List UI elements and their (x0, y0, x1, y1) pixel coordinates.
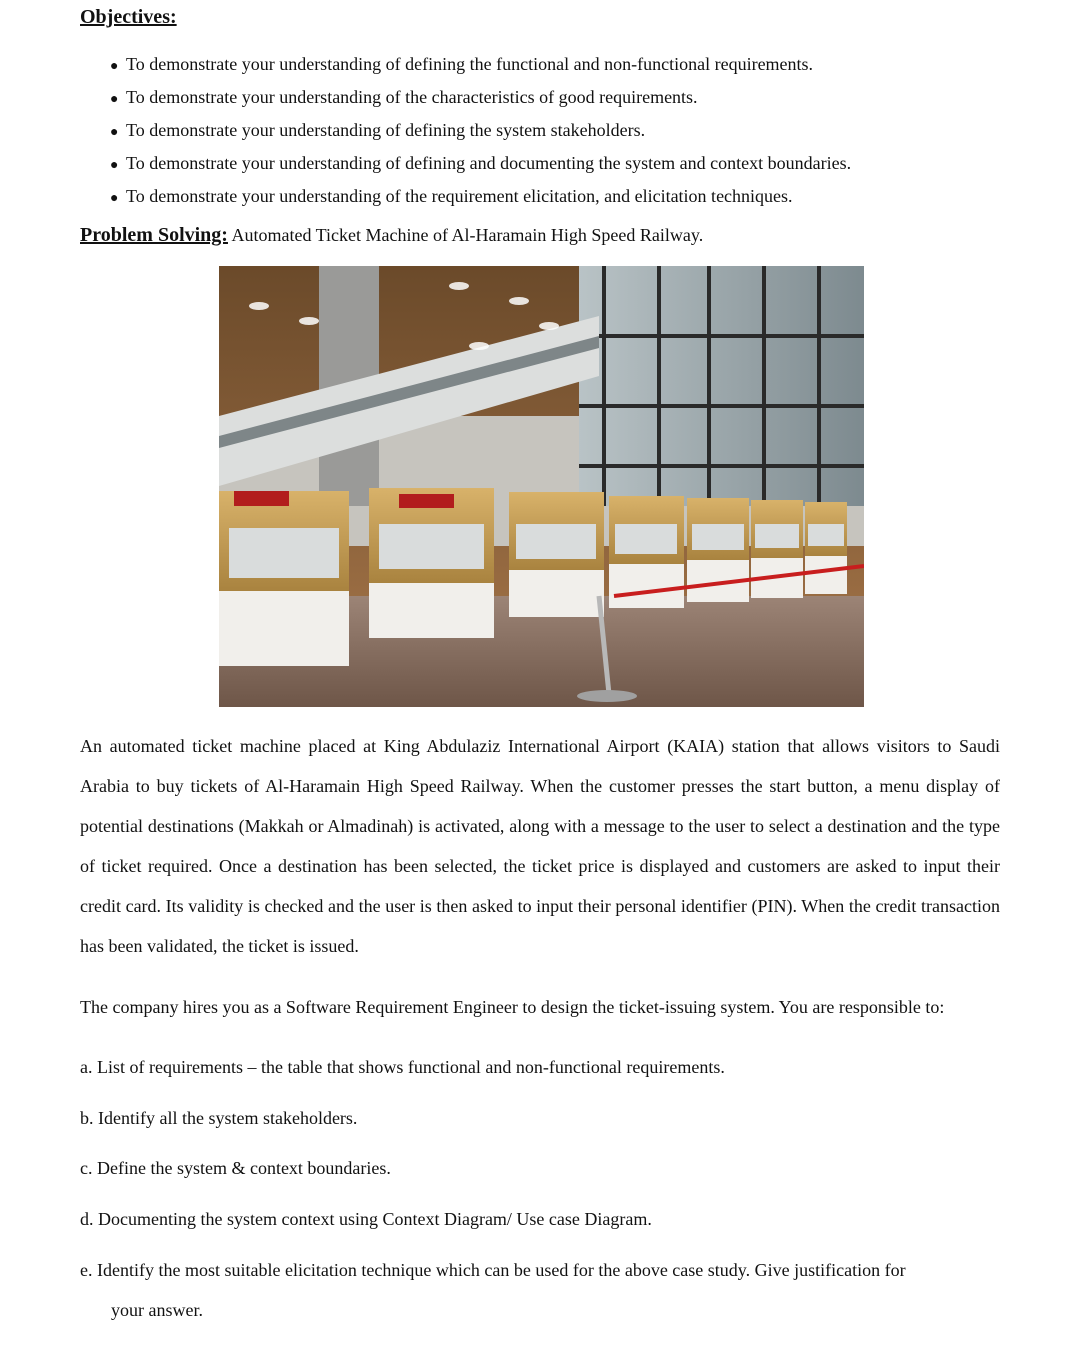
list-item: ● To demonstrate your understanding of the requirement elicitation, and elicitation techniques. (110, 180, 851, 213)
objectives-heading: Objectives: (80, 6, 177, 28)
task-e-line2: your answer. (111, 1300, 203, 1320)
task-b: b. Identify all the system stakeholders. (80, 1108, 358, 1128)
problem-solving-line (80, 224, 703, 247)
list-item: ● To demonstrate your understanding of defining the system stakeholders. (110, 114, 851, 147)
list-item: ● To demonstrate your understanding of defining the functional and non-functional requirements. (110, 48, 851, 81)
task-e (80, 1250, 1000, 1330)
problem-title: Automated Ticket Machine of Al-Haramain High Speed Railway. (231, 225, 704, 245)
bullet-icon: ● (110, 191, 119, 206)
objectives-list (110, 48, 851, 213)
task-a: a. List of requirements – the table that shows functional and non-functional requirements. (80, 1057, 725, 1077)
list-item: ● To demonstrate your understanding of the characteristics of good requirements. (110, 81, 851, 114)
case-description: An automated ticket machine placed at King Abdulaziz International Airport (KAIA) station that allows visitors to Saudi Arabia to buy tickets of Al-Haramain High Speed Railway. When the customer presses the start button, a menu display of potential destinations (Makkah or Almadinah) is activated, along with a message to the user to select a destination and the type of ticket required. Once a destination has been selected, the ticket price is displayed and customers are asked to input their credit card. Its validity is checked and the user is then asked to input their personal identifier (PIN). When the credit transaction has been validated, the ticket is issued. (80, 736, 1000, 956)
bullet-icon: ● (110, 59, 119, 74)
task-e-line1: e. Identify the most suitable elicitation technique which can be used for the above case study. Give justification for (80, 1260, 906, 1280)
list-item: ● To demonstrate your understanding of defining and documenting the system and context boundaries. (110, 147, 851, 180)
task-intro: The company hires you as a Software Requirement Engineer to design the ticket-issuing system. You are responsible to: (80, 997, 945, 1017)
problem-solving-label: Problem Solving: (80, 224, 228, 246)
bullet-icon: ● (110, 158, 119, 173)
task-d: d. Documenting the system context using Context Diagram/ Use case Diagram. (80, 1209, 652, 1229)
ticket-machines-photo (219, 266, 864, 707)
task-c: c. Define the system & context boundaries. (80, 1158, 391, 1178)
bullet-icon: ● (110, 125, 119, 140)
bullet-icon: ● (110, 92, 119, 107)
